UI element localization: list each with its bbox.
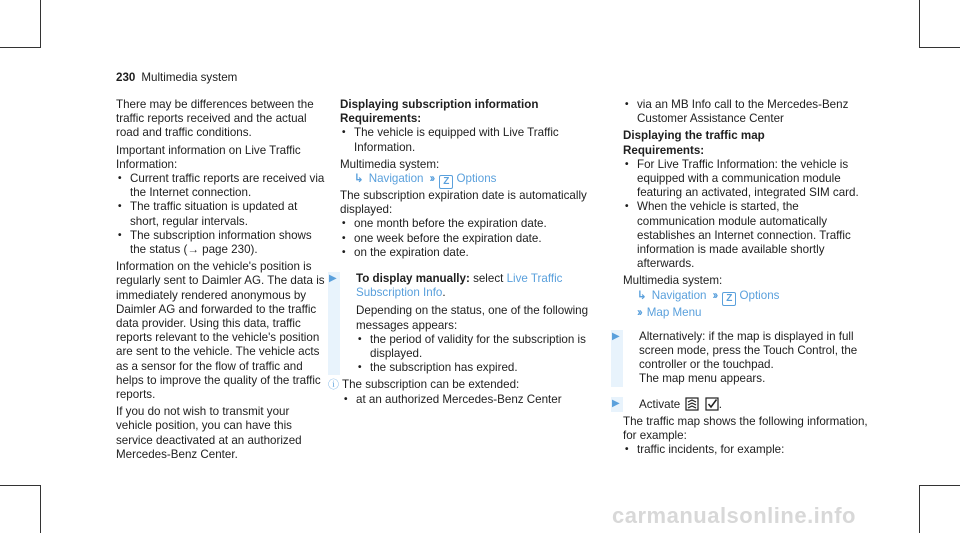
subscription-info-link[interactable]: Live Traffic Subscription Info [356, 272, 563, 300]
double-chevron-icon: ›› [637, 305, 641, 319]
list-item: • the subscription has expired. [358, 361, 518, 375]
list-item: • The vehicle is equipped with Live Traffic Information. [342, 126, 559, 154]
crop-mark [0, 47, 41, 48]
nav-navigation-link[interactable]: Navigation [368, 172, 424, 186]
step-display-manually [328, 272, 612, 375]
important-paragraph: Important information on Live Traffic Information: [116, 143, 301, 171]
crop-mark [40, 485, 41, 533]
nav-path-2 [623, 306, 873, 320]
crop-mark [919, 47, 960, 48]
expiry-paragraph: The subscription expiration date is automatically displayed: [340, 189, 587, 217]
section-title: Multimedia system [141, 71, 238, 84]
info-bullet-list [116, 172, 328, 257]
page-number: 230 [116, 71, 136, 84]
checkbox-checked-icon [705, 397, 719, 411]
note-continued-list [623, 98, 873, 126]
list-item: • Current traffic reports are received via the Internet connection. [118, 172, 325, 200]
options-gear-icon: Z [439, 175, 453, 189]
step-text: To display manually: select Live Traffic Subscription Info. [356, 272, 563, 300]
column-3 [623, 98, 873, 460]
intro-paragraph: There may be differences between the traffic reports received and the actual road and traffic conditions. [116, 98, 314, 140]
note-block [328, 378, 612, 406]
step-arrow-icon [611, 330, 623, 387]
list-item: • The subscription information shows the status (→ page 230). [118, 228, 312, 257]
requirements-label: Requirements: [340, 112, 422, 126]
double-chevron-icon: ›› [429, 172, 434, 186]
path-arrow-icon: ↳ [637, 288, 647, 302]
crop-mark [919, 0, 920, 48]
traffic-map-icon [685, 397, 699, 411]
list-item: • traffic incidents, for example: [625, 443, 785, 457]
status-list [356, 333, 612, 376]
list-item: • When the vehicle is started, the communication module automatically establishes an Internet connection. Traffic information is made available shortly afterwards. [625, 200, 851, 271]
double-chevron-icon: ›› [712, 288, 717, 302]
map-info-list [623, 443, 873, 457]
requirements-label: Requirements: [623, 143, 705, 157]
column-2 [328, 98, 612, 410]
info-icon: ⓘ [328, 379, 339, 392]
step-arrow-icon [328, 272, 340, 375]
nav-map-menu-link[interactable]: Map Menu [646, 305, 702, 319]
deactivation-paragraph: If you do not wish to transmit your vehicle position, you can have this service deactivated at an authorized Mercedes-Benz Center. [116, 405, 302, 461]
column-1 [116, 98, 328, 462]
nav-path [623, 289, 873, 306]
nav-path [340, 172, 612, 189]
crop-mark [40, 0, 41, 48]
step-arrow-icon [611, 397, 623, 412]
step-text: Activate . [639, 397, 722, 411]
watermark: carmanualsonline.info [612, 503, 856, 528]
map-info-paragraph: The traffic map shows the following information, for example: [623, 414, 868, 443]
list-item: • For Live Traffic Information: the vehicle is equipped with a communication module featuring an activated, integrated SIM card. [625, 157, 859, 200]
step-result: The map menu appears. [639, 372, 766, 386]
list-item: • the period of validity for the subscription is displayed. [358, 332, 586, 361]
crop-mark [919, 485, 920, 533]
multimedia-system-label: Multimedia system: [340, 157, 440, 171]
requirements-list [340, 126, 612, 154]
list-item: • The traffic situation is updated at short, regular intervals. [118, 200, 298, 228]
expiry-list [340, 217, 612, 260]
nav-options-link[interactable]: Options [739, 288, 780, 302]
nav-navigation-link[interactable]: Navigation [651, 288, 707, 302]
page-header [116, 71, 237, 84]
list-item: • one week before the expiration date. [342, 231, 542, 245]
section-heading: Displaying the traffic map [623, 129, 765, 143]
crop-mark [919, 485, 960, 486]
position-info-paragraph: Information on the vehicle's position is regularly sent to Daimler AG. The data is immediately rendered anonymous by Daimler AG and forwarded to the traffic data provider. Using this data, traffic reports relevant to the vehicle's position are sent to the vehicle. The vehicle acts as a sensor for the flow of traffic and helps to improve the quality of the traffic reports. [116, 260, 325, 402]
list-item: • at an authorized Mercedes-Benz Center [344, 392, 562, 406]
list-item: • via an MB Info call to the Mercedes-Benz Customer Assistance Center [625, 98, 849, 126]
note-text: The subscription can be extended: [342, 378, 520, 392]
note-list [342, 393, 612, 407]
list-item: • on the expiration date. [342, 245, 469, 259]
crop-mark [0, 485, 41, 486]
nav-options-link[interactable]: Options [456, 172, 497, 186]
step-text: Alternatively: if the map is displayed in full screen mode, press the Touch Control, the controller or the touchpad. [639, 329, 858, 372]
path-arrow-icon: ↳ [354, 172, 364, 186]
section-heading: Displaying subscription information [340, 98, 539, 111]
step-activate [611, 397, 873, 412]
list-item: • one month before the expiration date. [342, 217, 547, 231]
status-paragraph: Depending on the status, one of the following messages appears: [356, 304, 589, 332]
multimedia-system-label: Multimedia system: [623, 274, 723, 288]
step-alternatively [611, 330, 873, 387]
requirements-list [623, 158, 873, 272]
options-gear-icon: Z [722, 292, 736, 306]
